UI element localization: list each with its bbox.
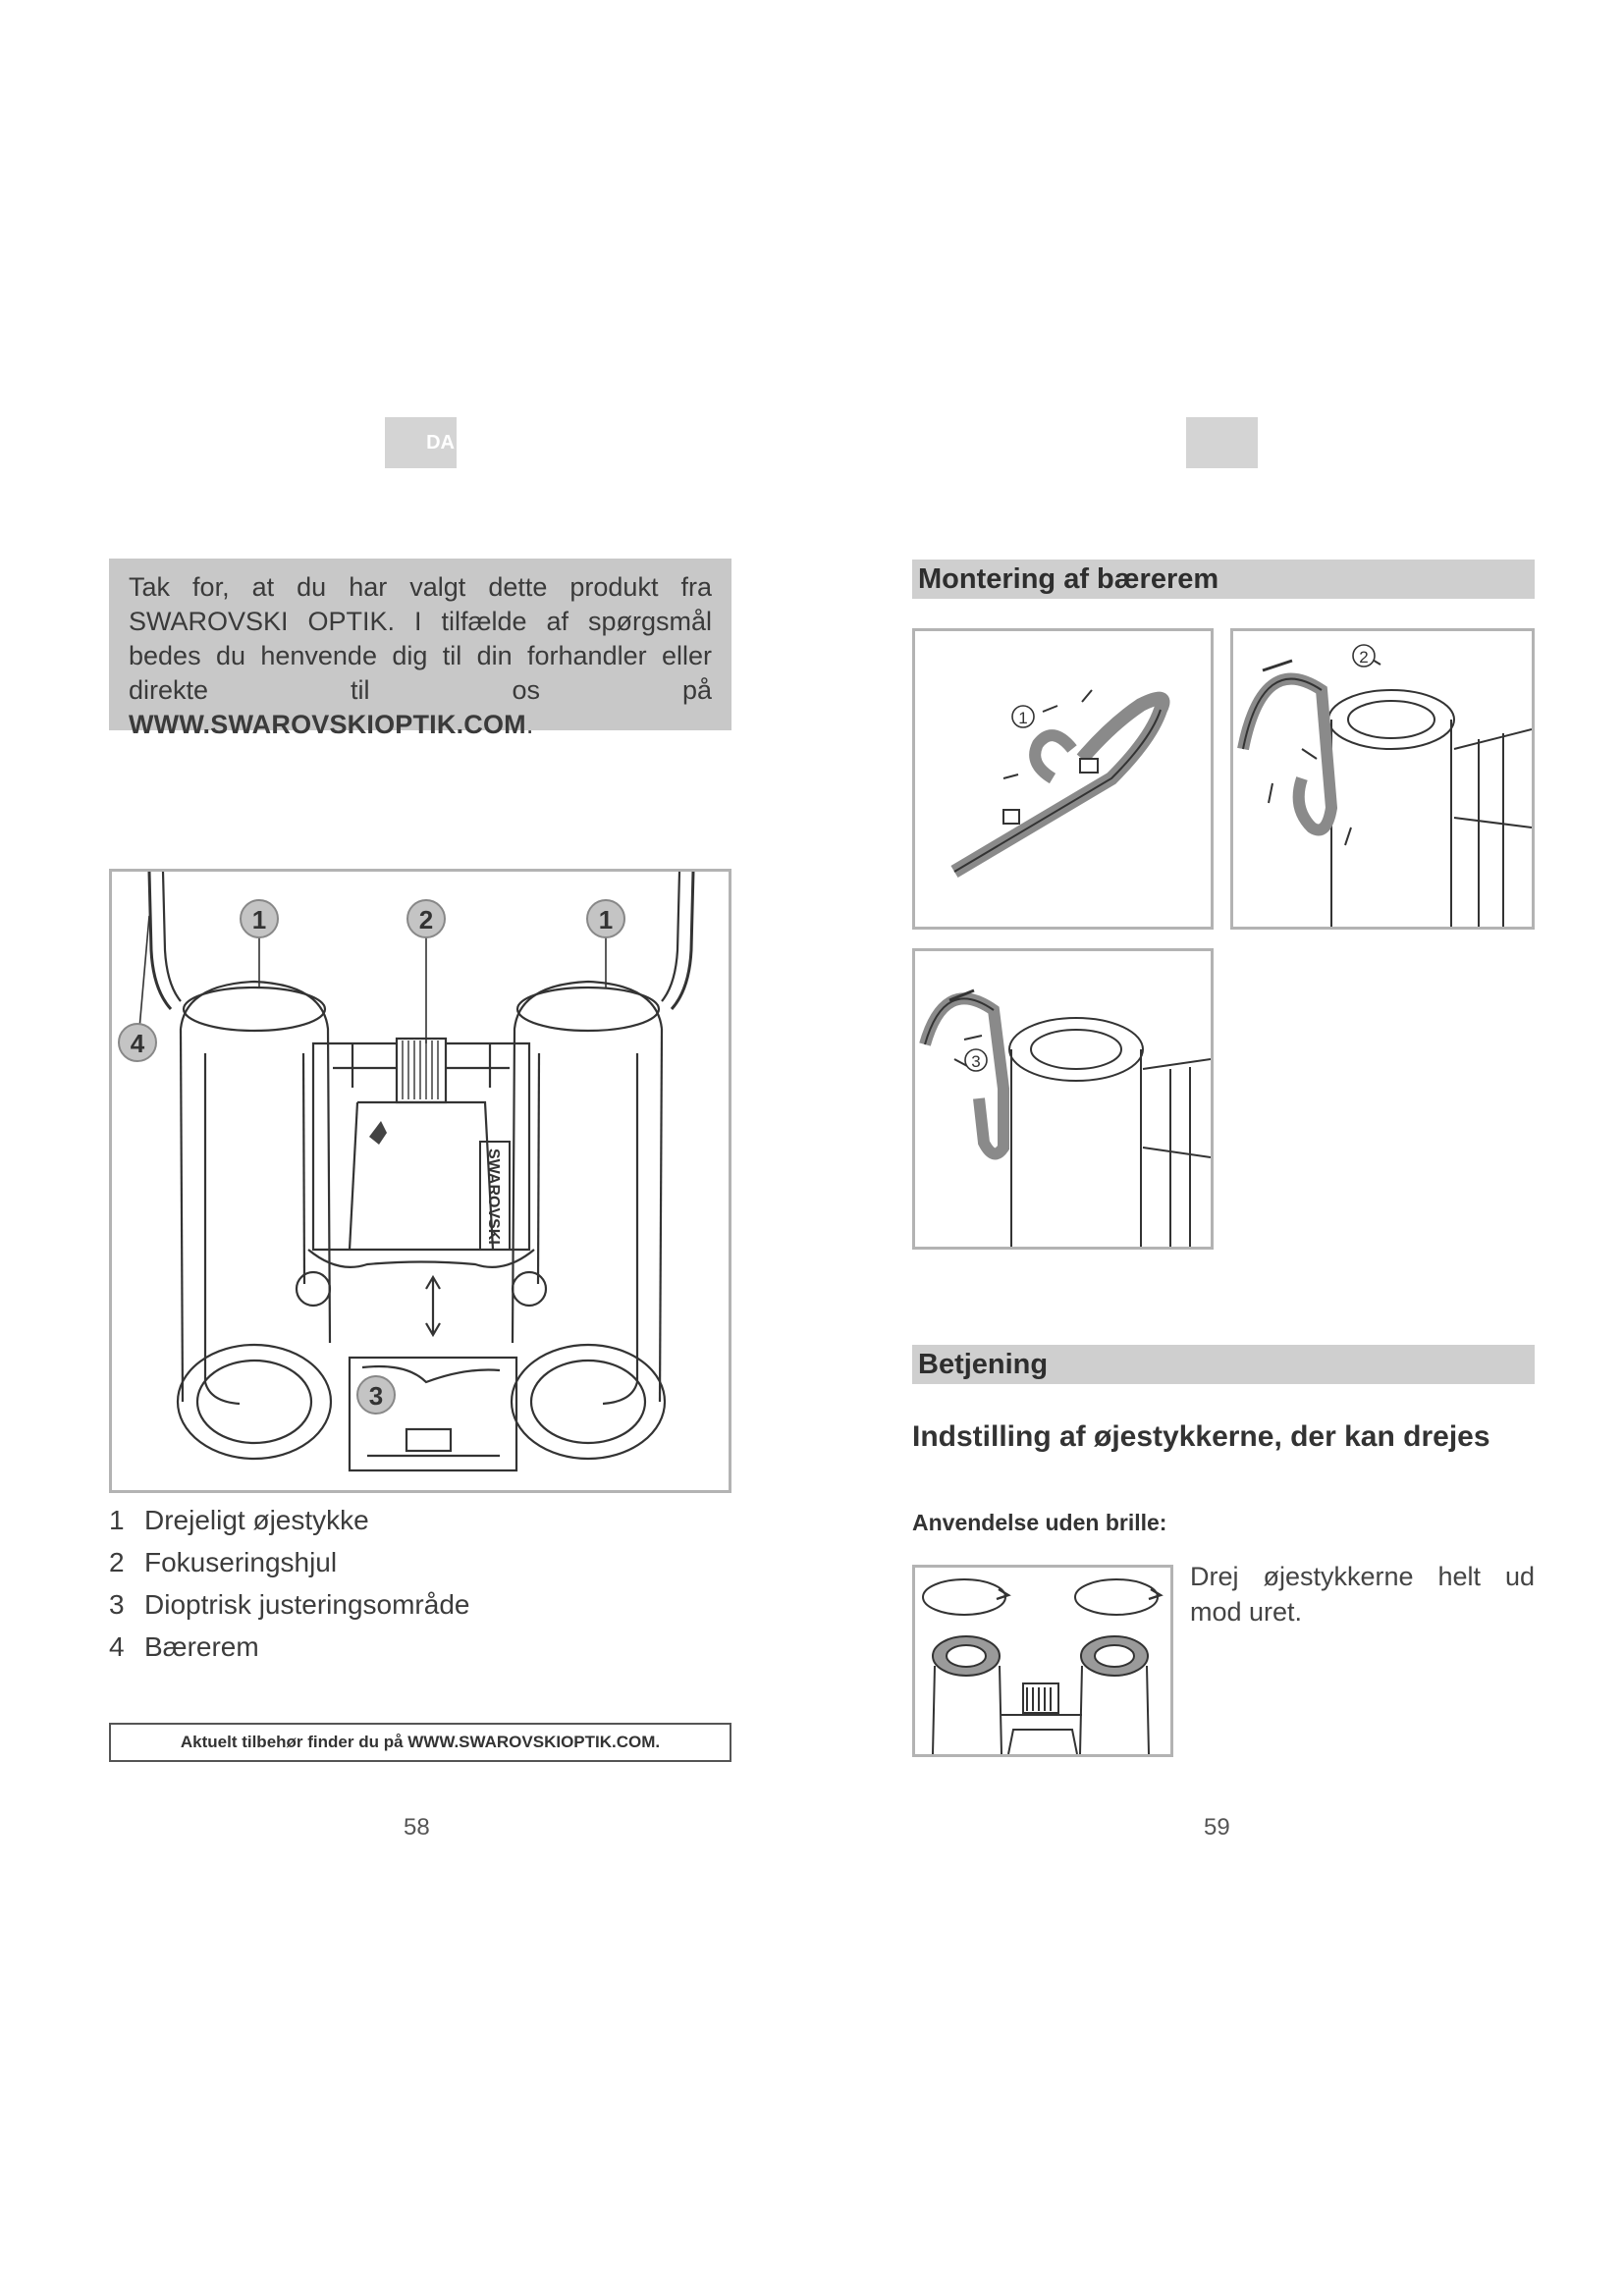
callout-4 — [119, 1024, 156, 1061]
strap-step-1-figure — [912, 628, 1214, 930]
strap-step-3-figure — [912, 948, 1214, 1250]
page-number-right: 59 — [1204, 1814, 1230, 1841]
binocular-drawing — [112, 872, 729, 1490]
intro-text: Tak for, at du har valgt dette produkt fra SWAROVSKI OPTIK. I tilfælde af spørgsmål bedes du henvende dig til din forhandler eller direkte til os på — [129, 572, 712, 705]
language-tab-label: DA — [426, 431, 455, 454]
section-title-strap: Montering af bærerem — [918, 563, 1219, 595]
language-tab-right — [1186, 417, 1258, 468]
accessories-note — [109, 1723, 731, 1762]
legend-item: 3 Dioptrisk justeringsområde — [109, 1589, 470, 1620]
callout-2 — [407, 900, 445, 937]
svg-text:1: 1 — [1018, 709, 1028, 727]
page-number-left: 58 — [404, 1814, 430, 1841]
intro-box — [109, 559, 731, 739]
bird-logo-icon — [369, 1121, 387, 1145]
svg-text:1: 1 — [251, 905, 267, 934]
section-title-operation: Betjening — [918, 1349, 1049, 1380]
svg-text:1: 1 — [598, 905, 614, 934]
svg-text:2: 2 — [1359, 648, 1369, 667]
section-header-operation — [912, 1345, 1535, 1384]
eyepiece-figure — [912, 1565, 1173, 1757]
strap-step-2-figure — [1230, 628, 1535, 930]
svg-text:3: 3 — [368, 1381, 384, 1411]
legend-item: 2 Fokuseringshjul — [109, 1547, 338, 1577]
svg-text:4: 4 — [130, 1029, 145, 1058]
svg-text:3: 3 — [971, 1052, 981, 1071]
intro-end: . — [525, 710, 534, 739]
legend-item: 4 Bærerem — [109, 1631, 259, 1662]
part-legend — [109, 1499, 698, 1668]
step-3-marker — [965, 1049, 987, 1071]
section-header-strap — [912, 560, 1535, 599]
step-2-marker — [1353, 645, 1375, 667]
svg-text:2: 2 — [418, 905, 434, 934]
step-1-marker — [1012, 706, 1034, 727]
callout-1-left — [241, 900, 278, 937]
language-tab — [385, 417, 457, 468]
callout-3 — [357, 1376, 395, 1414]
eyepiece-subheading: Indstilling af øjestykkerne, der kan drejes — [912, 1420, 1490, 1453]
eyepiece-instruction: Drej øjestykkerne helt ud mod uret. — [1190, 1562, 1535, 1627]
callout-1-right — [587, 900, 624, 937]
no-glasses-heading: Anvendelse uden brille: — [912, 1510, 1167, 1535]
binocular-figure — [109, 869, 731, 1493]
intro-url: WWW.SWAROVSKIOPTIK.COM — [129, 710, 526, 739]
accessories-note-text: Aktuelt tilbehør finder du på WWW.SWAROVSKIOPTIK.COM. — [180, 1733, 661, 1751]
brand-badge-text: SWAROVSKI — [485, 1148, 502, 1245]
legend-item: 1 Drejeligt øjestykke — [109, 1505, 369, 1535]
